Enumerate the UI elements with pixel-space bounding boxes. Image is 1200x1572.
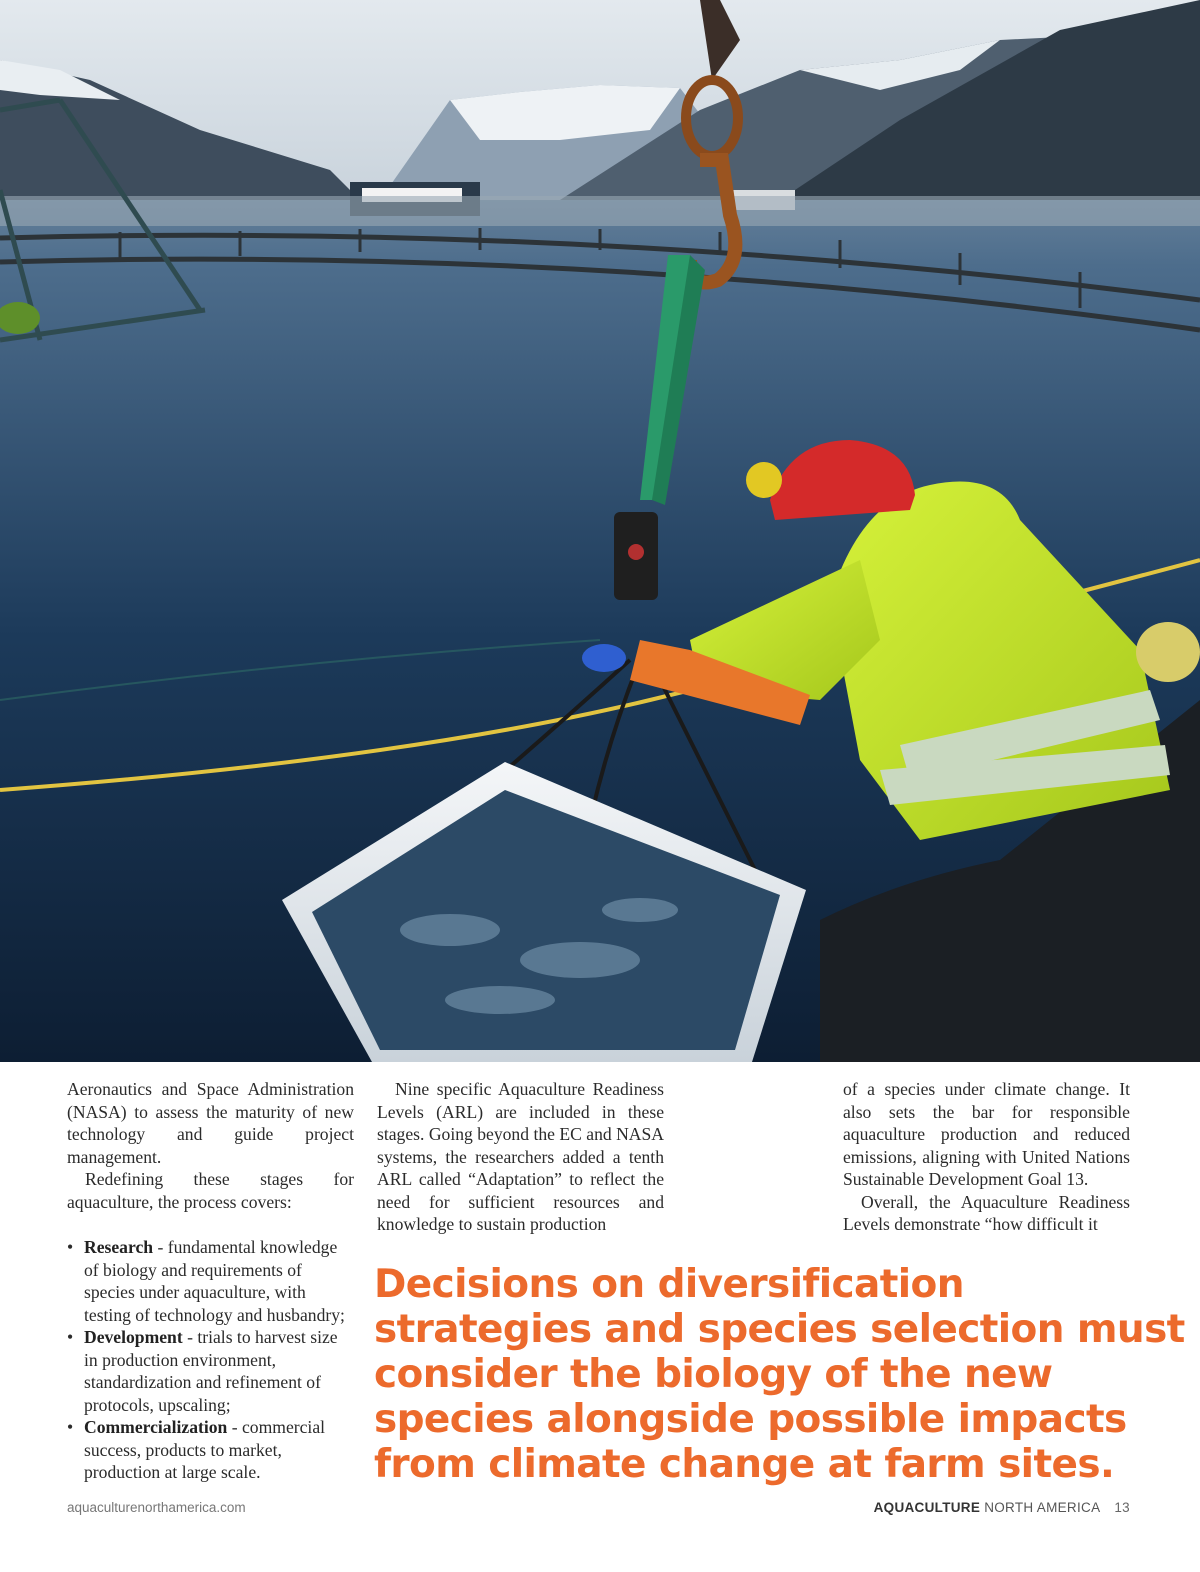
text-column-3	[843, 1078, 1130, 1236]
paragraph: of a species under climate change. It also sets the bar for responsible aquaculture production and reduced emissions, aligning with United Nations Sustainable Development Goal 13.	[843, 1079, 1130, 1189]
pull-quote-line: species alongside possible impacts	[374, 1397, 1127, 1442]
pull-quote-line: Decisions on diversification	[374, 1262, 964, 1307]
page-number: 13	[1114, 1500, 1130, 1515]
paragraph: Nine specific Aquaculture Readiness Levels (ARL) are included in these stages. Going beyond the EC and NASA systems, the researchers added a tenth ARL called “Adaptation” to reflect the need for sufficient resources and knowledge to sustain production	[377, 1079, 664, 1234]
list-item-term: Development	[84, 1327, 183, 1347]
paragraph: Redefining these stages for aquaculture, the process covers:	[67, 1169, 354, 1212]
pull-quote-line: from climate change at farm sites.	[374, 1442, 1115, 1487]
list-item-text: - trials to harvest size in production environment, standardization and refinement of protocols, upscaling;	[84, 1327, 338, 1415]
list-item-term: Research	[84, 1237, 154, 1257]
pull-quote	[374, 1262, 1185, 1487]
footer-website: aquaculturenorthamerica.com	[67, 1500, 246, 1515]
text-column-2	[377, 1078, 664, 1236]
text-column-1	[67, 1078, 354, 1213]
list-item	[67, 1326, 354, 1416]
magazine-brand: AQUACULTURE	[873, 1500, 981, 1515]
magazine-brand-rest: NORTH AMERICA	[980, 1500, 1101, 1515]
stage-list	[67, 1236, 354, 1484]
paragraph: Overall, the Aquaculture Readiness Levels demonstrate “how difficult it	[843, 1191, 1130, 1234]
paragraph: Aeronautics and Space Administration (NASA) to assess the maturity of new technology and guide project management.	[67, 1079, 354, 1167]
list-item-text: - fundamental knowledge of biology and requirements of species under aquaculture, with testing of technology and husbandry;	[84, 1237, 345, 1325]
footer-magazine	[874, 1500, 1130, 1515]
list-item-text: - commercial success, products to market, production at large scale.	[84, 1417, 326, 1482]
pull-quote-line: strategies and species selection must	[374, 1307, 1185, 1352]
pull-quote-line: consider the biology of the new	[374, 1352, 1053, 1397]
list-item-term: Commercialization	[84, 1417, 228, 1437]
list-item	[67, 1416, 354, 1484]
list-item	[67, 1236, 354, 1326]
